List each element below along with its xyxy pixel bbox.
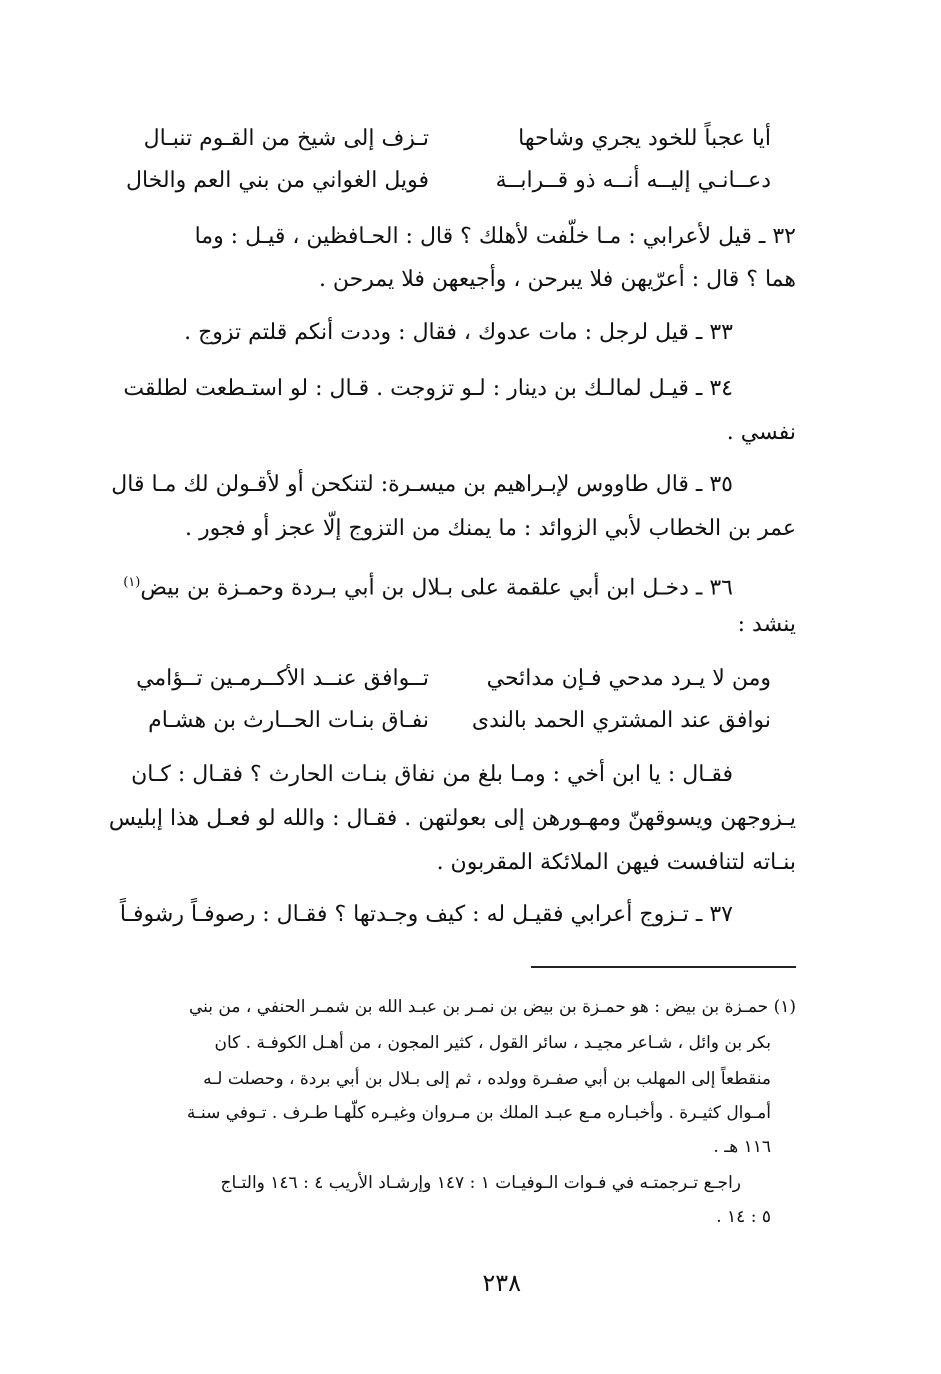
poem1-line2-hemistich2: فويل الغواني من بني العم والخال [125, 168, 429, 193]
para36b-line2: يـزوجهن ويسوقهنّ ومهـورهن إلى بعولتهن . فقـال : والله لو فعـل هذا إبليس [108, 806, 796, 831]
poem1-line2-hemistich1: دعــانـي إليــه أنــه ذو قــرابــة [495, 168, 771, 193]
para36b-line1: فقـال : يا ابن أخي : ومـا بلغ من نفاق بنـات الحارث ؟ فقـال : كـان [131, 762, 733, 787]
para34-line2: نفسي . [726, 420, 796, 445]
para37-line1: ٣٧ ـ تـزوج أعرابي فقيـل له : كيف وجـدتها ؟ فقـال : رصوفـاً رشوفـاً [119, 902, 733, 927]
poem2-line2-hemistich2: نفـاق بنـات الحــارث بن هشـام [148, 708, 429, 733]
footnote-reference: (١) [123, 575, 141, 590]
para33-line1: ٣٣ ـ قيل لرجل : مات عدوك ، فقال : وددت أنكم قلتم تزوج . [184, 320, 733, 345]
poem2-line1-hemistich2: تــوافق عنــد الأكــرمـين تــؤامي [136, 666, 429, 691]
para32-line1: ٣٢ ـ قيل لأعرابي : مـا خلّفت لأهلك ؟ قال : الحـافظين ، قيـل : وما [194, 224, 796, 249]
footnote-line4: أمـوال كثيـرة . وأخبـاره مـع عبـد الملك بن مـروان وغيـره كلّهـا طـرف . تـوفي سنـة [186, 1103, 771, 1123]
para36-line2: ينشد : [737, 612, 796, 637]
poem1-line1-hemistich2: تـزف إلى شيخ من القـوم تنبـال [143, 126, 429, 151]
para36-line1 [123, 568, 733, 603]
para35-line1: ٣٥ ـ قال طاووس لإبـراهيم بن ميسـرة: لتنكحن أو لأقـولن لك مـا قال [111, 472, 733, 497]
poem1-line1-hemistich1: أيا عجباً للخود يجري وشاحها [518, 126, 771, 151]
para36-line1-text: ٣٦ ـ دخـل ابن أبي علقمة على بـلال بن أبي بـردة وحمـزة بن بيض [140, 575, 733, 601]
para32-line2: هما ؟ قال : أعرّيهن فلا يبرحن ، وأجيعهن فلا يمرحن . [318, 267, 796, 292]
poem2-line1-hemistich1: ومن لا يـرد مدحي فـإن مدائحي [486, 666, 771, 691]
footnote-line1: (١) حمـزة بن بيض : هو حمـزة بن بيض بن نمـر بن عبـد الله بن شمـر الحنفي ، من بني [188, 997, 796, 1017]
footnote-line5: ١١٦ هـ . [713, 1137, 771, 1157]
poem2-line2-hemistich1: نوافق عند المشتري الحمد بالندى [471, 708, 771, 733]
page-number: ٢٣٨ [482, 1269, 521, 1297]
para34-line1: ٣٤ ـ قيـل لمالـك بن دينار : لـو تزوجت . قـال : لو استـطعت لطلقت [123, 376, 733, 401]
footnote-separator [531, 966, 796, 968]
para35-line2: عمر بن الخطاب لأبي الزوائد : ما يمنك من التزوج إلّا عجز أو فجور . [184, 516, 796, 541]
para36b-line3: بنـاته لتنافست فيهن الملائكة المقربون . [436, 850, 796, 875]
footnote-line6: راجـع تـرجمتـه في فـوات الـوفيـات ١ : ١٤٧ وإرشـاد الأريب ٤ : ١٤٦ والتـاج [220, 1173, 741, 1193]
footnote-line7: ٥ : ١٤ . [716, 1207, 771, 1227]
footnote-line2: بكر بن وائل ، شـاعر مجيـد ، سائر القول ، كثير المجون ، من أهـل الكوفـة . كان [214, 1033, 771, 1053]
footnote-line3: منقطعاً إلى المهلب بن أبي صفـرة وولده ، ثم إلى بـلال بن أبي بردة ، وحصلت لـه [203, 1069, 771, 1089]
